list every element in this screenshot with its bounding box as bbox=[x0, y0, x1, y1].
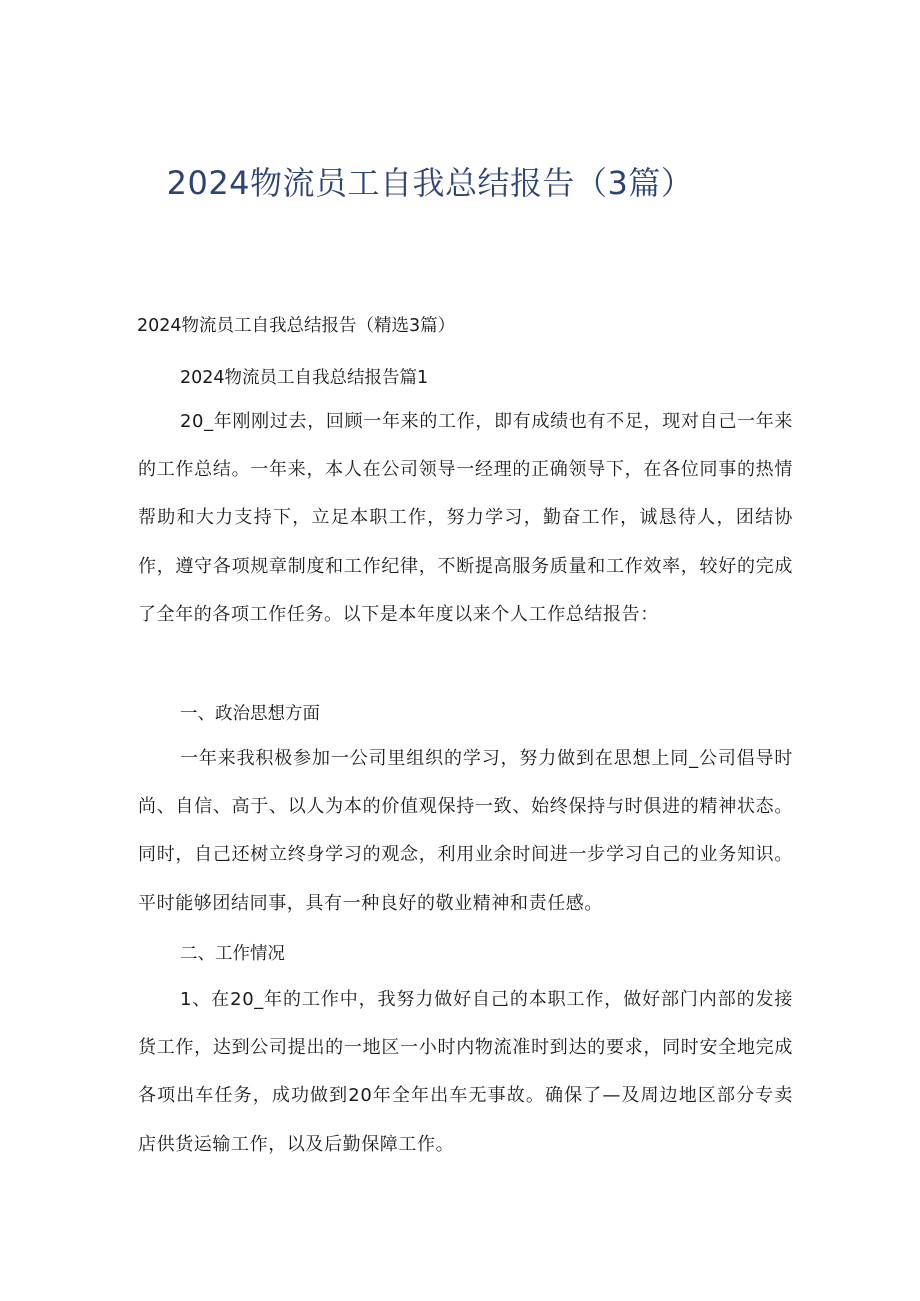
document-subtitle: 2024物流员工自我总结报告（精选3篇） bbox=[137, 316, 456, 336]
paragraph-intro: 20_年刚刚过去，回顾一年来的工作，即有成绩也有不足，现对自己一年来的工作总结。一年来，本人在公司领导一经理的正确领导下，在各位同事的热情帮助和大力支持下，立足本职工作，努力学习，勤奋工作，诚恳待人，团结协作，遵守各项规章制度和工作纪律，不断提高服务质量和工作效率，较好的完成了全年的各项工作任务。以下是本年度以来个人工作总结报告： bbox=[138, 411, 793, 625]
document-title: 2024物流员工自我总结报告（3篇） bbox=[166, 164, 694, 202]
heading-politics: 一、政治思想方面 bbox=[180, 704, 320, 724]
paragraph-work: 1、在20_年的工作中，我努力做好自己的本职工作，做好部门内部的发接货工作，达到公司提出的一地区一小时内物流准时到达的要求，同时安全地完成各项出车任务，成功做到20年全年出车无事故。确保了—及周边地区部分专卖店供货运输工作，以及后勤保障工作。 bbox=[138, 989, 793, 1155]
heading-work: 二、工作情况 bbox=[180, 944, 285, 964]
section-title: 2024物流员工自我总结报告篇1 bbox=[180, 368, 429, 388]
paragraph-politics: 一年来我积极参加一公司里组织的学习，努力做到在思想上同_公司倡导时尚、自信、高于、以人为本的价值观保持一致、始终保持与时俱进的精神状态。同时，自己还树立终身学习的观念，利用业余时间进一步学习自己的业务知识。平时能够团结同事，具有一种良好的敬业精神和责任感。 bbox=[138, 748, 793, 914]
